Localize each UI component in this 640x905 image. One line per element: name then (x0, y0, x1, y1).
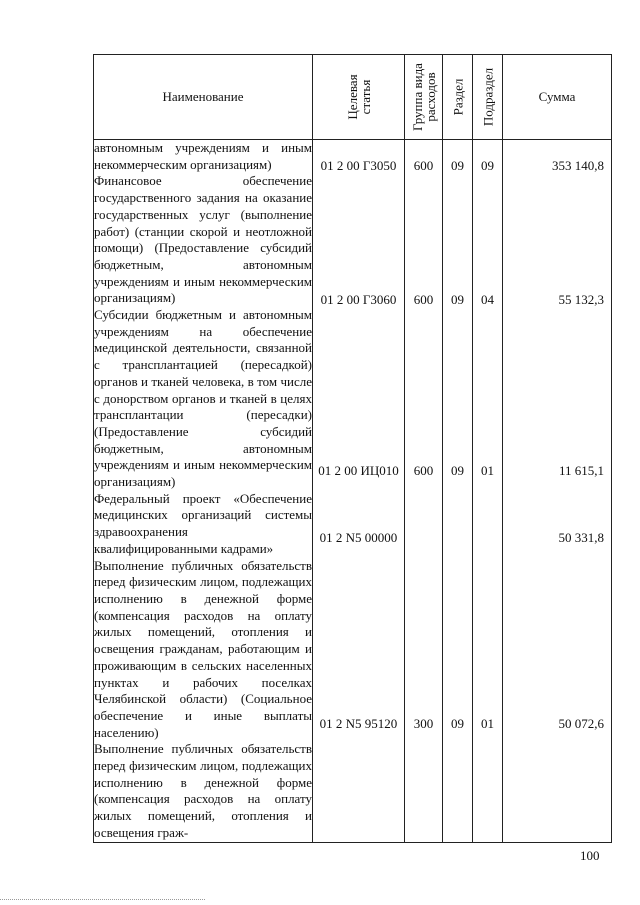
sum-cell: 50 072,6 (558, 716, 604, 731)
description-text: Выполнение публичных обязательств перед физическим лицом, подлежащих исполнению в денежной форме (компенсация расходов на оплату жилых помещений, отопления и освещения гражданам, работающим и проживающим в сельских населенных пунктах и рабочих поселках Челябинской области) (Социальное обеспечение и иные выплаты населению) (94, 557, 312, 740)
section-cell: 09 (451, 463, 464, 478)
sum-cell: 11 615,1 (558, 463, 604, 478)
header-section-label: Раздел (450, 78, 465, 116)
header-target-label: Целевая статья (344, 74, 373, 120)
description-text: Субсидии бюджетным и автономным учреждениям на обеспечение медицинской деятельности, связанной с трансплантацией (пересадкой) органов и тканей человека, в том числе с донорством органов и тканей в целях трансплантации (пересадки) (Предоставление субсидий бюджетным, автономным учреждениям и иным некоммерческим организациям) (94, 307, 312, 490)
header-group (405, 55, 443, 140)
subsection-column (473, 140, 503, 843)
section-cell: 09 (451, 158, 464, 173)
target-cell: 01 2 N5 00000 (319, 530, 398, 545)
target-column (313, 140, 405, 843)
sum-column (503, 140, 612, 843)
section-column (443, 140, 473, 843)
target-cell: 01 2 N5 95120 (319, 716, 398, 731)
page-number: 100 (580, 848, 600, 863)
footer-divider (0, 899, 205, 900)
description-text: Выполнение публичных обязательств перед физическим лицом, подлежащих исполнению в денежной форме (компенсация расходов на оплату жилых помещений, отопления и освещения граж- (94, 741, 312, 840)
subsection-cell: 09 (481, 158, 494, 173)
target-cell: 01 2 00 Г3050 (320, 158, 397, 173)
description-column (94, 140, 313, 843)
header-name: Наименование (94, 55, 313, 140)
sum-cell: 50 331,8 (558, 530, 604, 545)
subsection-cell: 01 (481, 716, 494, 731)
header-sum: Сумма (503, 55, 612, 140)
group-cell: 600 (413, 463, 434, 478)
header-subsection-label: Подраздел (480, 67, 495, 127)
group-cell: 300 (413, 716, 434, 731)
sum-cell: 55 132,3 (558, 292, 604, 307)
description-text: Финансовое обеспечение государственного задания на оказание государственных услуг (выполнение работ) (станции скорой и неотложной помощи) (Предоставление субсидий бюджетным, автономным учреждениям и иным некоммерческим организациям) (94, 173, 312, 306)
target-cell: 01 2 00 ИЦ010 (318, 463, 399, 478)
section-cell: 09 (451, 292, 464, 307)
header-target (313, 55, 405, 140)
description-text: автономным учреждениям и иным некоммерческим организациям) (94, 140, 312, 172)
subsection-cell: 01 (481, 463, 494, 478)
group-cell: 600 (413, 292, 434, 307)
header-group-label: Группа вида расходов (409, 63, 438, 131)
header-subsection (473, 55, 503, 140)
sum-cell: 353 140,8 (552, 158, 604, 173)
target-cell: 01 2 00 Г3060 (320, 292, 397, 307)
description-text: Федеральный проект «Обеспечение медицинских организаций системы здравоохранения квалифицированными кадрами» (94, 490, 312, 556)
budget-table (93, 54, 612, 843)
body-row (94, 140, 612, 843)
header-row (94, 55, 612, 140)
header-section (443, 55, 473, 140)
section-cell: 09 (451, 716, 464, 731)
group-column (405, 140, 443, 843)
subsection-cell: 04 (481, 292, 494, 307)
group-cell: 600 (413, 158, 434, 173)
